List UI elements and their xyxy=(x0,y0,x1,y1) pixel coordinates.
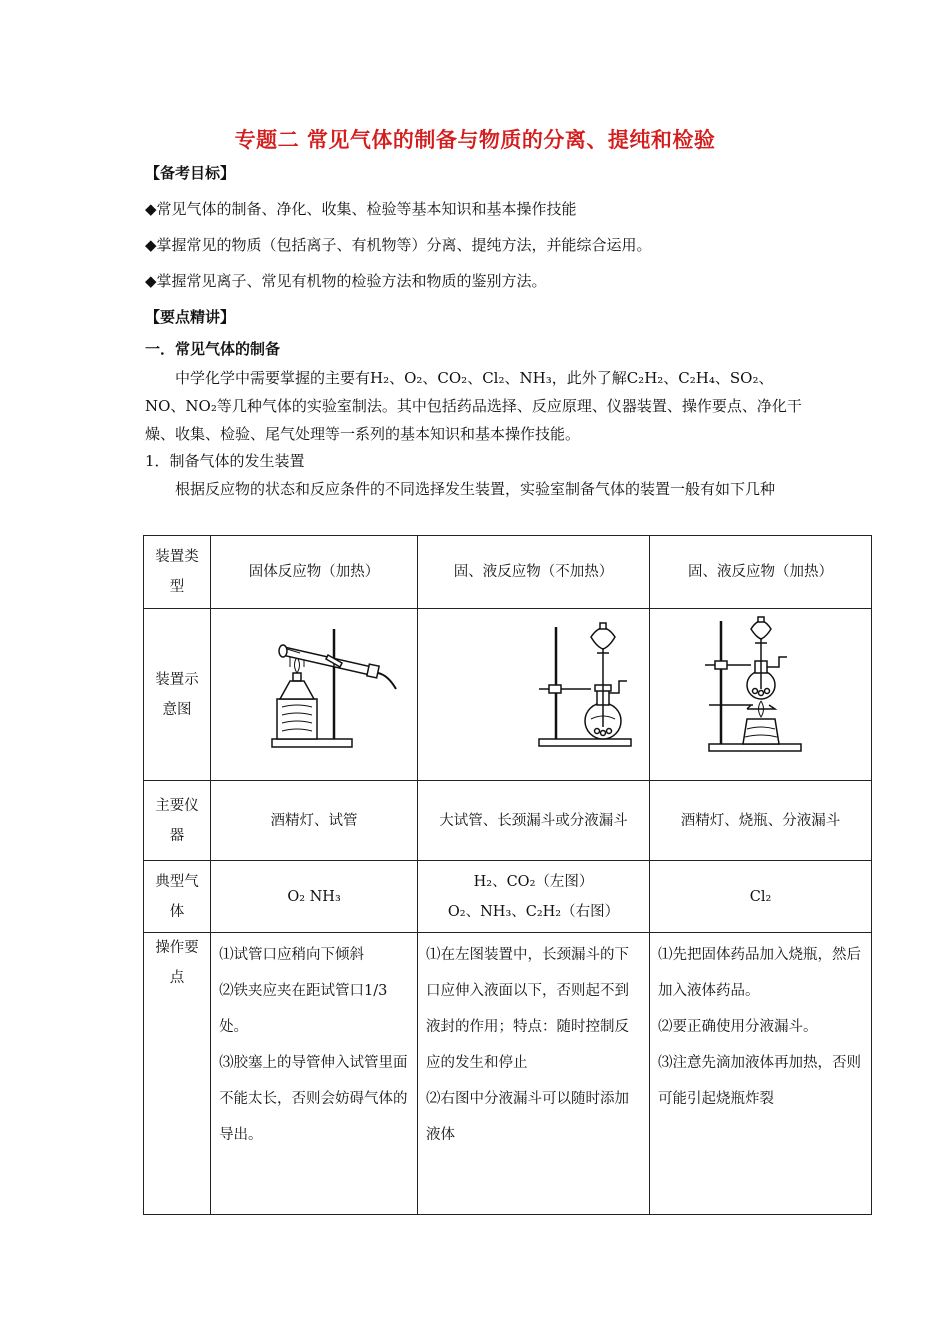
apparatus-table xyxy=(143,535,872,1215)
gases-col-1: O₂ NH₃ xyxy=(211,861,418,933)
row-header-type: 装置类型 xyxy=(144,536,211,609)
operation-3-3: ⑶注意先滴加液体再加热，否则可能引起烧瓶炸裂 xyxy=(658,1055,861,1107)
instruments-col-3: 酒精灯、烧瓶、分液漏斗 xyxy=(650,781,872,861)
row-header-instruments: 主要仪器 xyxy=(144,781,211,861)
operations-col-1 xyxy=(211,933,418,1215)
intro-paragraph: 中学化学中需要掌握的主要有H₂、O₂、CO₂、Cl₂、NH₃，此外了解C₂H₂、C₂H₄、SO₂、NO、NO₂等几种气体的实验室制法。其中包括药品选择、反应原理、仪器装置、操作要点、净化干燥、收集、检验、尾气处理等一系列的基本知识和基本操作技能。 xyxy=(145,369,802,443)
section-heading-goals: 【备考目标】 xyxy=(145,164,236,182)
column-header-solid-liquid-heat: 固、液反应物（加热） xyxy=(650,536,872,609)
operations-col-3 xyxy=(650,933,872,1215)
row-header-diagram: 装置示意图 xyxy=(144,609,211,781)
operation-3-1: ⑴先把固体药品加入烧瓶，然后加入液体药品。 xyxy=(658,947,861,999)
operation-1-2: ⑵铁夹应夹在距试管口1/3处。 xyxy=(219,983,388,1035)
goal-item-3: ◆掌握常见离子、常见有机物的检验方法和物质的鉴别方法。 xyxy=(145,272,547,290)
column-header-solid-heat: 固体反应物（加热） xyxy=(211,536,418,609)
item1-heading: 1．制备气体的发生装置 xyxy=(145,452,305,470)
gases-col-3: Cl₂ xyxy=(650,861,872,933)
diagram-cell-2 xyxy=(418,609,650,781)
column-header-solid-liquid-noheat: 固、液反应物（不加热） xyxy=(418,536,650,609)
instruments-col-2: 大试管、长颈漏斗或分液漏斗 xyxy=(418,781,650,861)
diagram-cell-3 xyxy=(650,609,872,781)
solid-liquid-no-heating-apparatus-diagram xyxy=(419,609,649,769)
sub-heading-gas-prep: 一．常见气体的制备 xyxy=(145,340,281,358)
operation-1-1: ⑴试管口应稍向下倾斜 xyxy=(219,947,365,963)
operation-3-2: ⑵要正确使用分液漏斗。 xyxy=(658,1019,818,1035)
gases-col-2-line-2: O₂、NH₃、C₂H₂（右图） xyxy=(447,903,620,920)
instruments-col-1: 酒精灯、试管 xyxy=(211,781,418,861)
section-heading-keypoints: 【要点精讲】 xyxy=(145,308,236,326)
goal-item-2: ◆掌握常见的物质（包括离子、有机物等）分离、提纯方法，并能综合运用。 xyxy=(145,236,652,254)
row-header-operations: 操作要点 xyxy=(144,933,211,1215)
goal-item-1: ◆常见气体的制备、净化、收集、检验等基本知识和基本操作技能 xyxy=(145,200,577,218)
operation-2-2: ⑵右图中分液漏斗可以随时添加液体 xyxy=(426,1091,630,1143)
gases-col-2 xyxy=(418,861,650,933)
item1-paragraph: 根据反应物的状态和反应条件的不同选择发生装置，实验室制备气体的装置一般有如下几种 xyxy=(175,480,776,498)
operation-1-3: ⑶胶塞上的导管伸入试管里面不能太长，否则会妨碍气体的导出。 xyxy=(219,1055,408,1143)
solid-heating-apparatus-diagram xyxy=(212,609,417,769)
operations-col-2 xyxy=(418,933,650,1215)
operation-2-1: ⑴在左图装置中，长颈漏斗的下口应伸入液面以下，否则起不到液封的作用；特点：随时控制反应的发生和停止 xyxy=(426,947,630,1071)
document-title: 专题二 常见气体的制备与物质的分离、提纯和检验 xyxy=(234,128,716,152)
gases-col-2-line-1: H₂、CO₂（左图） xyxy=(473,873,594,890)
diagram-cell-1 xyxy=(211,609,418,781)
solid-liquid-heating-apparatus-diagram xyxy=(651,609,871,769)
row-header-gases: 典型气体 xyxy=(144,861,211,933)
